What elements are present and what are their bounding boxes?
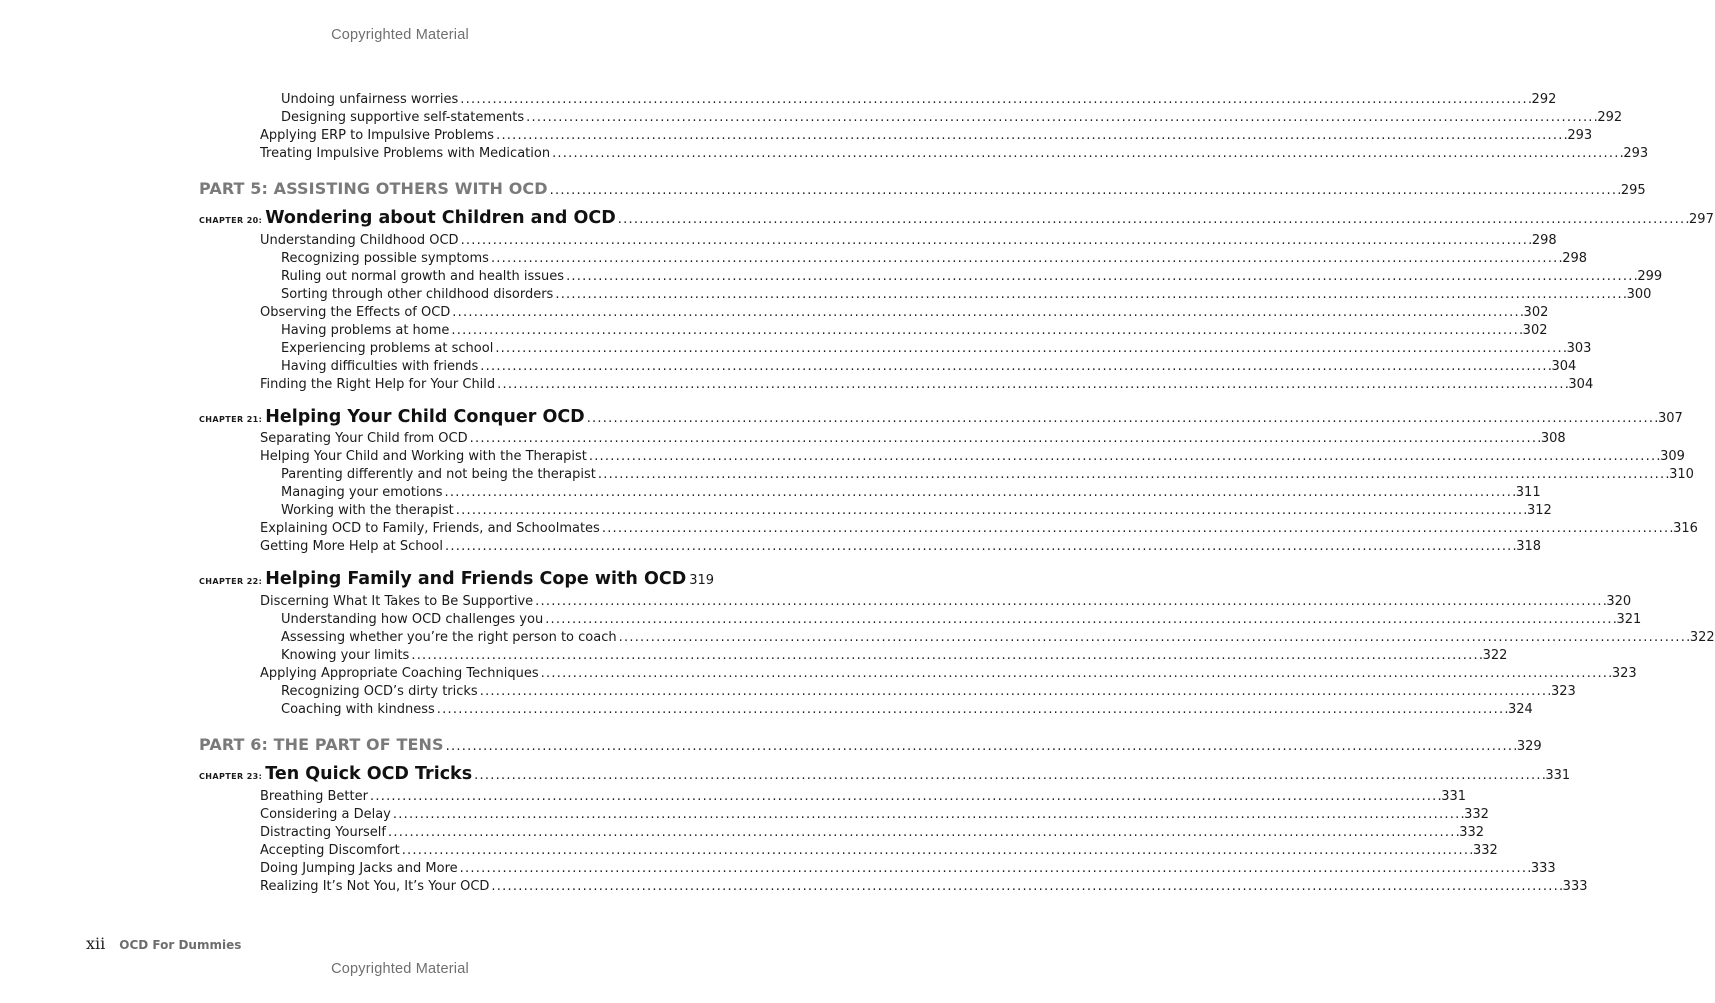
watermark-top: Copyrighted Material: [331, 27, 469, 43]
entry-title: Distracting Yourself: [260, 825, 386, 840]
part-title: PART 6: THE PART OF TENS: [199, 735, 444, 754]
part-heading: [199, 179, 1646, 201]
toc-entry: [260, 594, 1632, 612]
entry-title: Explaining OCD to Family, Friends, and Schoolmates: [260, 521, 600, 536]
chapter-page: 319: [689, 573, 715, 588]
entry-title: Treating Impulsive Problems with Medication: [260, 146, 551, 161]
entry-page: 311: [1515, 485, 1541, 500]
entry-title: Getting More Help at School: [260, 539, 443, 554]
entry-page: 324: [1508, 702, 1533, 717]
toc-entry: [260, 521, 1698, 539]
entry-title: Understanding Childhood OCD: [260, 233, 459, 248]
leader-dots: [402, 843, 1472, 858]
chapter-heading: [199, 764, 1571, 788]
toc-entry: [260, 449, 1685, 467]
entry-page: 333: [1530, 861, 1556, 876]
leader-dots: [445, 485, 1515, 500]
chapter-title: Helping Your Child Conquer OCD: [265, 407, 585, 427]
entry-page: 320: [1606, 594, 1632, 609]
entry-page: 322: [1689, 630, 1715, 645]
entry-title: Considering a Delay: [260, 807, 391, 822]
entry-title: Knowing your limits: [281, 648, 410, 663]
entry-page: 316: [1673, 521, 1698, 536]
toc-entry: [281, 612, 1642, 630]
leader-dots: [545, 612, 1615, 627]
page-footer: [86, 934, 241, 953]
part-page: 329: [1516, 739, 1542, 754]
entry-title: Recognizing OCD’s dirty tricks: [281, 684, 478, 699]
chapter-heading: [199, 569, 715, 593]
leader-dots: [480, 359, 1550, 374]
leader-dots: [602, 521, 1672, 536]
entry-page: 323: [1611, 666, 1637, 681]
toc-entry: [281, 467, 1694, 485]
entry-title: Separating Your Child from OCD: [260, 431, 468, 446]
leader-dots: [589, 449, 1659, 464]
entry-title: Experiencing problems at school: [281, 341, 494, 356]
leader-dots: [552, 146, 1622, 161]
entry-page: 292: [1597, 110, 1623, 125]
entry-page: 331: [1441, 789, 1467, 804]
entry-page: 308: [1540, 431, 1566, 446]
entry-page: 298: [1562, 251, 1588, 266]
entry-title: Ruling out normal growth and health issues: [281, 269, 565, 284]
toc-entry: [281, 702, 1533, 720]
leader-dots: [388, 825, 1458, 840]
entry-page: 304: [1551, 359, 1577, 374]
toc-entry: [281, 323, 1548, 341]
entry-page: 304: [1568, 377, 1594, 392]
chapter-page: 307: [1657, 411, 1683, 426]
entry-title: Discerning What It Takes to Be Supportive: [260, 594, 534, 609]
entry-page: 293: [1567, 128, 1593, 143]
leader-dots: [497, 377, 1567, 392]
leader-dots: [451, 323, 1521, 338]
entry-page: 312: [1526, 503, 1552, 518]
part-page: 295: [1620, 183, 1646, 198]
entry-page: 302: [1523, 305, 1549, 320]
toc-entry: [260, 789, 1467, 807]
leader-dots: [535, 594, 1605, 609]
watermark-bottom: Copyrighted Material: [331, 961, 469, 977]
entry-title: Breathing Better: [260, 789, 368, 804]
leader-dots: [437, 702, 1507, 717]
entry-page: 298: [1531, 233, 1557, 248]
entry-page: 309: [1660, 449, 1685, 464]
toc-entry: [281, 485, 1541, 503]
chapter-title: Ten Quick OCD Tricks: [265, 764, 473, 784]
leader-dots: [491, 251, 1561, 266]
page-number: xii: [86, 934, 106, 953]
leader-dots: [495, 341, 1565, 356]
chapter-title: Helping Family and Friends Cope with OCD: [265, 569, 687, 589]
entry-title: Understanding how OCD challenges you: [281, 612, 544, 627]
entry-title: Working with the therapist: [281, 503, 454, 518]
entry-title: Applying Appropriate Coaching Techniques: [260, 666, 539, 681]
entry-page: 310: [1669, 467, 1694, 482]
leader-dots: [456, 503, 1526, 518]
toc-entry: [281, 648, 1508, 666]
leader-dots: [393, 807, 1463, 822]
leader-dots: [619, 630, 1689, 645]
entry-title: Designing supportive self-statements: [281, 110, 525, 125]
leader-dots: [460, 92, 1530, 107]
entry-title: Accepting Discomfort: [260, 843, 400, 858]
entry-title: Parenting differently and not being the therapist: [281, 467, 596, 482]
toc-entry: [260, 431, 1566, 449]
toc-entry: [281, 684, 1576, 702]
toc-entry: [260, 233, 1557, 251]
chapter-label: CHAPTER 20:: [199, 216, 263, 225]
entry-page: 299: [1637, 269, 1663, 284]
entry-page: 293: [1623, 146, 1649, 161]
entry-page: 333: [1562, 879, 1588, 894]
entry-title: Helping Your Child and Working with the Therapist: [260, 449, 587, 464]
chapter-page: 331: [1545, 768, 1571, 783]
chapter-heading: [199, 208, 1714, 232]
entry-page: 332: [1459, 825, 1485, 840]
leader-dots: [598, 467, 1668, 482]
leader-dots: [555, 287, 1625, 302]
leader-dots: [526, 110, 1596, 125]
chapter-label: CHAPTER 22:: [199, 577, 263, 586]
entry-title: Coaching with kindness: [281, 702, 435, 717]
chapter-title: Wondering about Children and OCD: [265, 208, 616, 228]
toc-entry: [260, 146, 1649, 164]
entry-title: Finding the Right Help for Your Child: [260, 377, 496, 392]
leader-dots: [370, 789, 1440, 804]
entry-title: Realizing It’s Not You, It’s Your OCD: [260, 879, 490, 894]
entry-page: 292: [1531, 92, 1557, 107]
toc-entry: [260, 825, 1485, 843]
part-heading: [199, 735, 1542, 757]
entry-page: 323: [1550, 684, 1576, 699]
leader-dots: [445, 539, 1515, 554]
toc-entry: [260, 539, 1542, 557]
toc-entry: [281, 359, 1577, 377]
toc-entry: [281, 92, 1557, 110]
leader-dots: [566, 269, 1636, 284]
running-title: OCD For Dummies: [119, 938, 242, 952]
entry-title: Recognizing possible symptoms: [281, 251, 489, 266]
entry-title: Having problems at home: [281, 323, 450, 338]
toc-entry: [281, 251, 1588, 269]
leader-dots: [496, 128, 1566, 143]
entry-page: 303: [1566, 341, 1592, 356]
entry-title: Sorting through other childhood disorders: [281, 287, 554, 302]
toc-entry: [260, 879, 1588, 897]
toc-entry: [260, 305, 1549, 323]
entry-title: Assessing whether you’re the right person to coach: [281, 630, 617, 645]
entry-page: 332: [1464, 807, 1489, 822]
leader-dots: [550, 183, 1620, 198]
entry-title: Having difficulties with friends: [281, 359, 479, 374]
entry-title: Managing your emotions: [281, 485, 443, 500]
entry-title: Doing Jumping Jacks and More: [260, 861, 458, 876]
toc-entry: [281, 341, 1592, 359]
leader-dots: [452, 305, 1522, 320]
toc-entry: [281, 110, 1623, 128]
chapter-heading: [199, 407, 1683, 431]
leader-dots: [461, 233, 1531, 248]
entry-title: Applying ERP to Impulsive Problems: [260, 128, 495, 143]
leader-dots: [541, 666, 1611, 681]
leader-dots: [491, 879, 1561, 894]
toc-entry: [281, 287, 1652, 305]
toc-entry: [260, 807, 1489, 825]
leader-dots: [411, 648, 1481, 663]
toc-entry: [281, 269, 1663, 287]
toc-entry: [260, 843, 1498, 861]
toc-entry: [260, 861, 1556, 879]
chapter-page: 297: [1689, 212, 1714, 227]
leader-dots: [618, 212, 1688, 227]
toc-entry: [260, 128, 1593, 146]
entry-page: 321: [1616, 612, 1642, 627]
entry-page: 300: [1626, 287, 1652, 302]
entry-title: Observing the Effects of OCD: [260, 305, 451, 320]
toc-entry: [260, 666, 1637, 684]
chapter-label: CHAPTER 23:: [199, 772, 263, 781]
entry-page: 322: [1482, 648, 1508, 663]
entry-page: 302: [1522, 323, 1548, 338]
entry-page: 332: [1472, 843, 1498, 858]
leader-dots: [474, 768, 1544, 783]
toc-entry: [260, 377, 1594, 395]
chapter-label: CHAPTER 21:: [199, 415, 263, 424]
leader-dots: [460, 861, 1530, 876]
leader-dots: [480, 684, 1550, 699]
entry-page: 318: [1516, 539, 1542, 554]
toc-entry: [281, 630, 1715, 648]
leader-dots: [587, 411, 1657, 426]
leader-dots: [470, 431, 1540, 446]
toc-entry: [281, 503, 1552, 521]
leader-dots: [446, 739, 1516, 754]
entry-title: Undoing unfairness worries: [281, 92, 459, 107]
part-title: PART 5: ASSISTING OTHERS WITH OCD: [199, 179, 548, 198]
